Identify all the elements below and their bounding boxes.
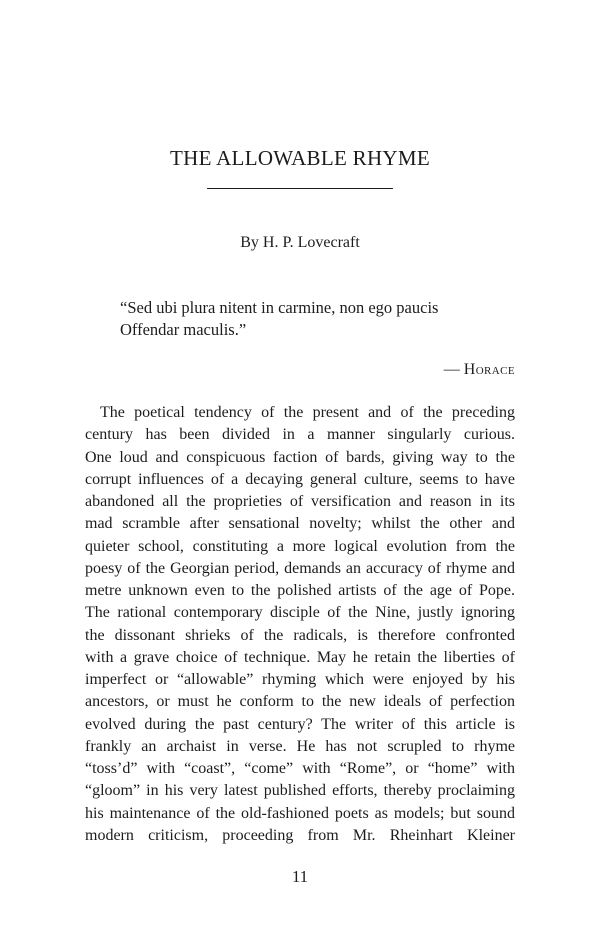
page-number: 11 [291, 867, 309, 886]
body-line: metre unknown even to the polished artists of the age of Pope. [85, 582, 515, 599]
body-line: “gloom” in his very latest published efforts, thereby proclaiming [85, 782, 515, 800]
title-rule [207, 188, 393, 189]
byline: By H. P. Lovecraft [240, 234, 360, 251]
body-line: mad scramble after sensational novelty; whilst the other and [85, 515, 515, 533]
body-line: ancestors, or must he conform to the new ideals of perfection [85, 693, 515, 711]
epigraph-attribution [444, 359, 515, 381]
attribution-dash: — [443, 361, 464, 378]
article-title: THE ALLOWABLE RHYME [169, 146, 430, 170]
body-line: evolved during the past century? The writer of this article is [85, 715, 515, 733]
body-line: The poetical tendency of the present and of the preceding [100, 404, 515, 421]
body-line: “toss’d” with “coast”, “come” with “Rome”, or “home” with [85, 760, 515, 777]
body-line: imperfect or “allowable” rhyming which were enjoyed by his [85, 671, 515, 688]
body-line: corrupt influences of a decaying general culture, seems to have [85, 470, 515, 488]
attribution-name: Horace [463, 361, 515, 378]
body-paragraph [85, 402, 515, 847]
epigraph-line: “Sed ubi plura nitent in carmine, non ego paucis [120, 298, 439, 317]
body-line: century has been divided in a manner singularly curious. [85, 426, 515, 444]
body-line: One loud and conspicuous faction of bards, giving way to the [85, 448, 515, 466]
body-line: the dissonant shrieks of the radicals, is therefore confronted [85, 626, 515, 644]
body-line: his maintenance of the old-fashioned poets as models; but sound [85, 804, 515, 822]
body-line: modern criticism, proceeding from Mr. Rheinhart Kleiner [85, 826, 515, 844]
body-line: quieter school, constituting a more logical evolution from the [85, 537, 515, 555]
epigraph-line: Offendar maculis.” [120, 320, 247, 339]
body-line: frankly an archaist in verse. He has not scrupled to rhyme [85, 737, 515, 755]
body-line: with a grave choice of technique. May he retain the liberties of [85, 648, 515, 666]
body-line: The rational contemporary disciple of the Nine, justly ignoring [85, 604, 515, 622]
epigraph [120, 297, 520, 341]
body-line: poesy of the Georgian period, demands an accuracy of rhyme and [85, 559, 515, 577]
body-line: abandoned all the proprieties of versification and reason in its [85, 493, 515, 510]
